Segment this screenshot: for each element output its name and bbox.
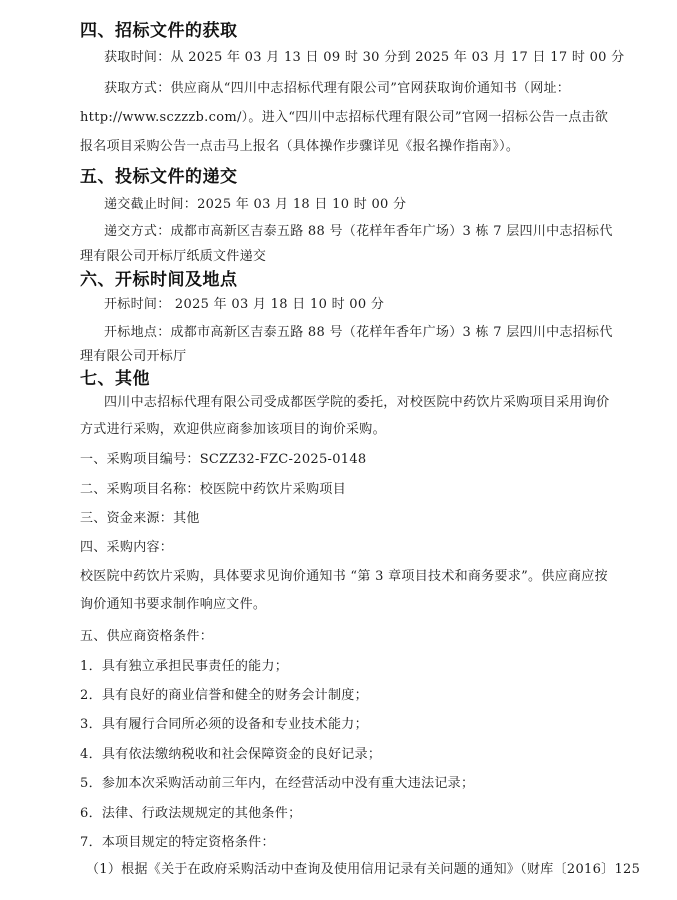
project-number: 一、采购项目编号：SCZZ32-FZC-2025-0148 (80, 452, 367, 467)
section4-method-line1: 获取方式：供应商从“四川中志招标代理有限公司”官网获取询价通知书（网址： (104, 81, 571, 96)
supplier-qualifications-label: 五、供应商资格条件： (80, 629, 214, 644)
section7-intro-line1: 四川中志招标代理有限公司受成都医学院的委托，对校医院中药饮片采购项目采用询价 (104, 395, 610, 410)
qualification-item: 5．参加本次采购活动前三年内，在经营活动中没有重大违法记录； (80, 776, 475, 791)
qualification-item: 3．具有履行合同所必须的设备和专业技术能力； (80, 717, 368, 732)
qualification-subitem: （1）根据《关于在政府采购活动中查询及使用信用记录有关问题的通知》（财库〔2016〕125 (86, 862, 641, 877)
section5-deadline: 递交截止时间：2025 年 03 月 18 日 10 时 00 分 (104, 197, 407, 212)
qualification-item: 1．具有独立承担民事责任的能力； (80, 659, 289, 674)
section7-intro-line2: 方式进行采购，欢迎供应商参加该项目的询价采购。 (80, 422, 386, 437)
section4-heading: 四、招标文件的获取 (80, 21, 238, 41)
section6-heading: 六、开标时间及地点 (80, 270, 238, 290)
section6-place-line1: 开标地点：成都市高新区吉泰五路 88 号（花样年香年广场）3 栋 7 层四川中志招标代 (104, 325, 613, 340)
section5-heading: 五、投标文件的递交 (80, 167, 238, 187)
section4-time: 获取时间：从 2025 年 03 月 13 日 09 时 30 分到 2025 年 03 月 17 日 17 时 00 分 (104, 50, 625, 65)
qualification-item: 4．具有依法缴纳税收和社会保障资金的良好记录； (80, 747, 382, 762)
section6-place-line2: 理有限公司开标厅 (80, 349, 187, 364)
procurement-content-line2: 询价通知书要求制作响应文件。 (80, 597, 267, 612)
procurement-content-line1: 校医院中药饮片采购，具体要求见询价通知书 “第 3 章项目技术和商务要求”。供应商应按 (80, 569, 608, 584)
section7-heading: 七、其他 (80, 369, 150, 389)
section5-method-line2: 理有限公司开标厅纸质文件递交 (80, 249, 267, 264)
procurement-content-label: 四、采购内容： (80, 540, 174, 555)
section5-method-line1: 递交方式：成都市高新区吉泰五路 88 号（花样年香年广场）3 栋 7 层四川中志招标代 (104, 224, 613, 239)
qualification-item: 2．具有良好的商业信誉和健全的财务会计制度； (80, 688, 368, 703)
section6-time: 开标时间： 2025 年 03 月 18 日 10 时 00 分 (104, 297, 385, 312)
section4-method-line2: http://www.sczzzb.com/）。进入“四川中志招标代理有限公司”官网一招标公告一点击欲 (80, 110, 609, 125)
fund-source: 三、资金来源：其他 (80, 511, 200, 526)
section4-method-line3: 报名项目采购公告一点击马上报名（具体操作步骤详见《报名操作指南》）。 (80, 139, 520, 154)
qualification-item: 6．法律、行政法规规定的其他条件； (80, 806, 302, 821)
qualification-item: 7．本项目规定的特定资格条件： (80, 835, 275, 850)
project-name: 二、采购项目名称：校医院中药饮片采购项目 (80, 482, 347, 497)
